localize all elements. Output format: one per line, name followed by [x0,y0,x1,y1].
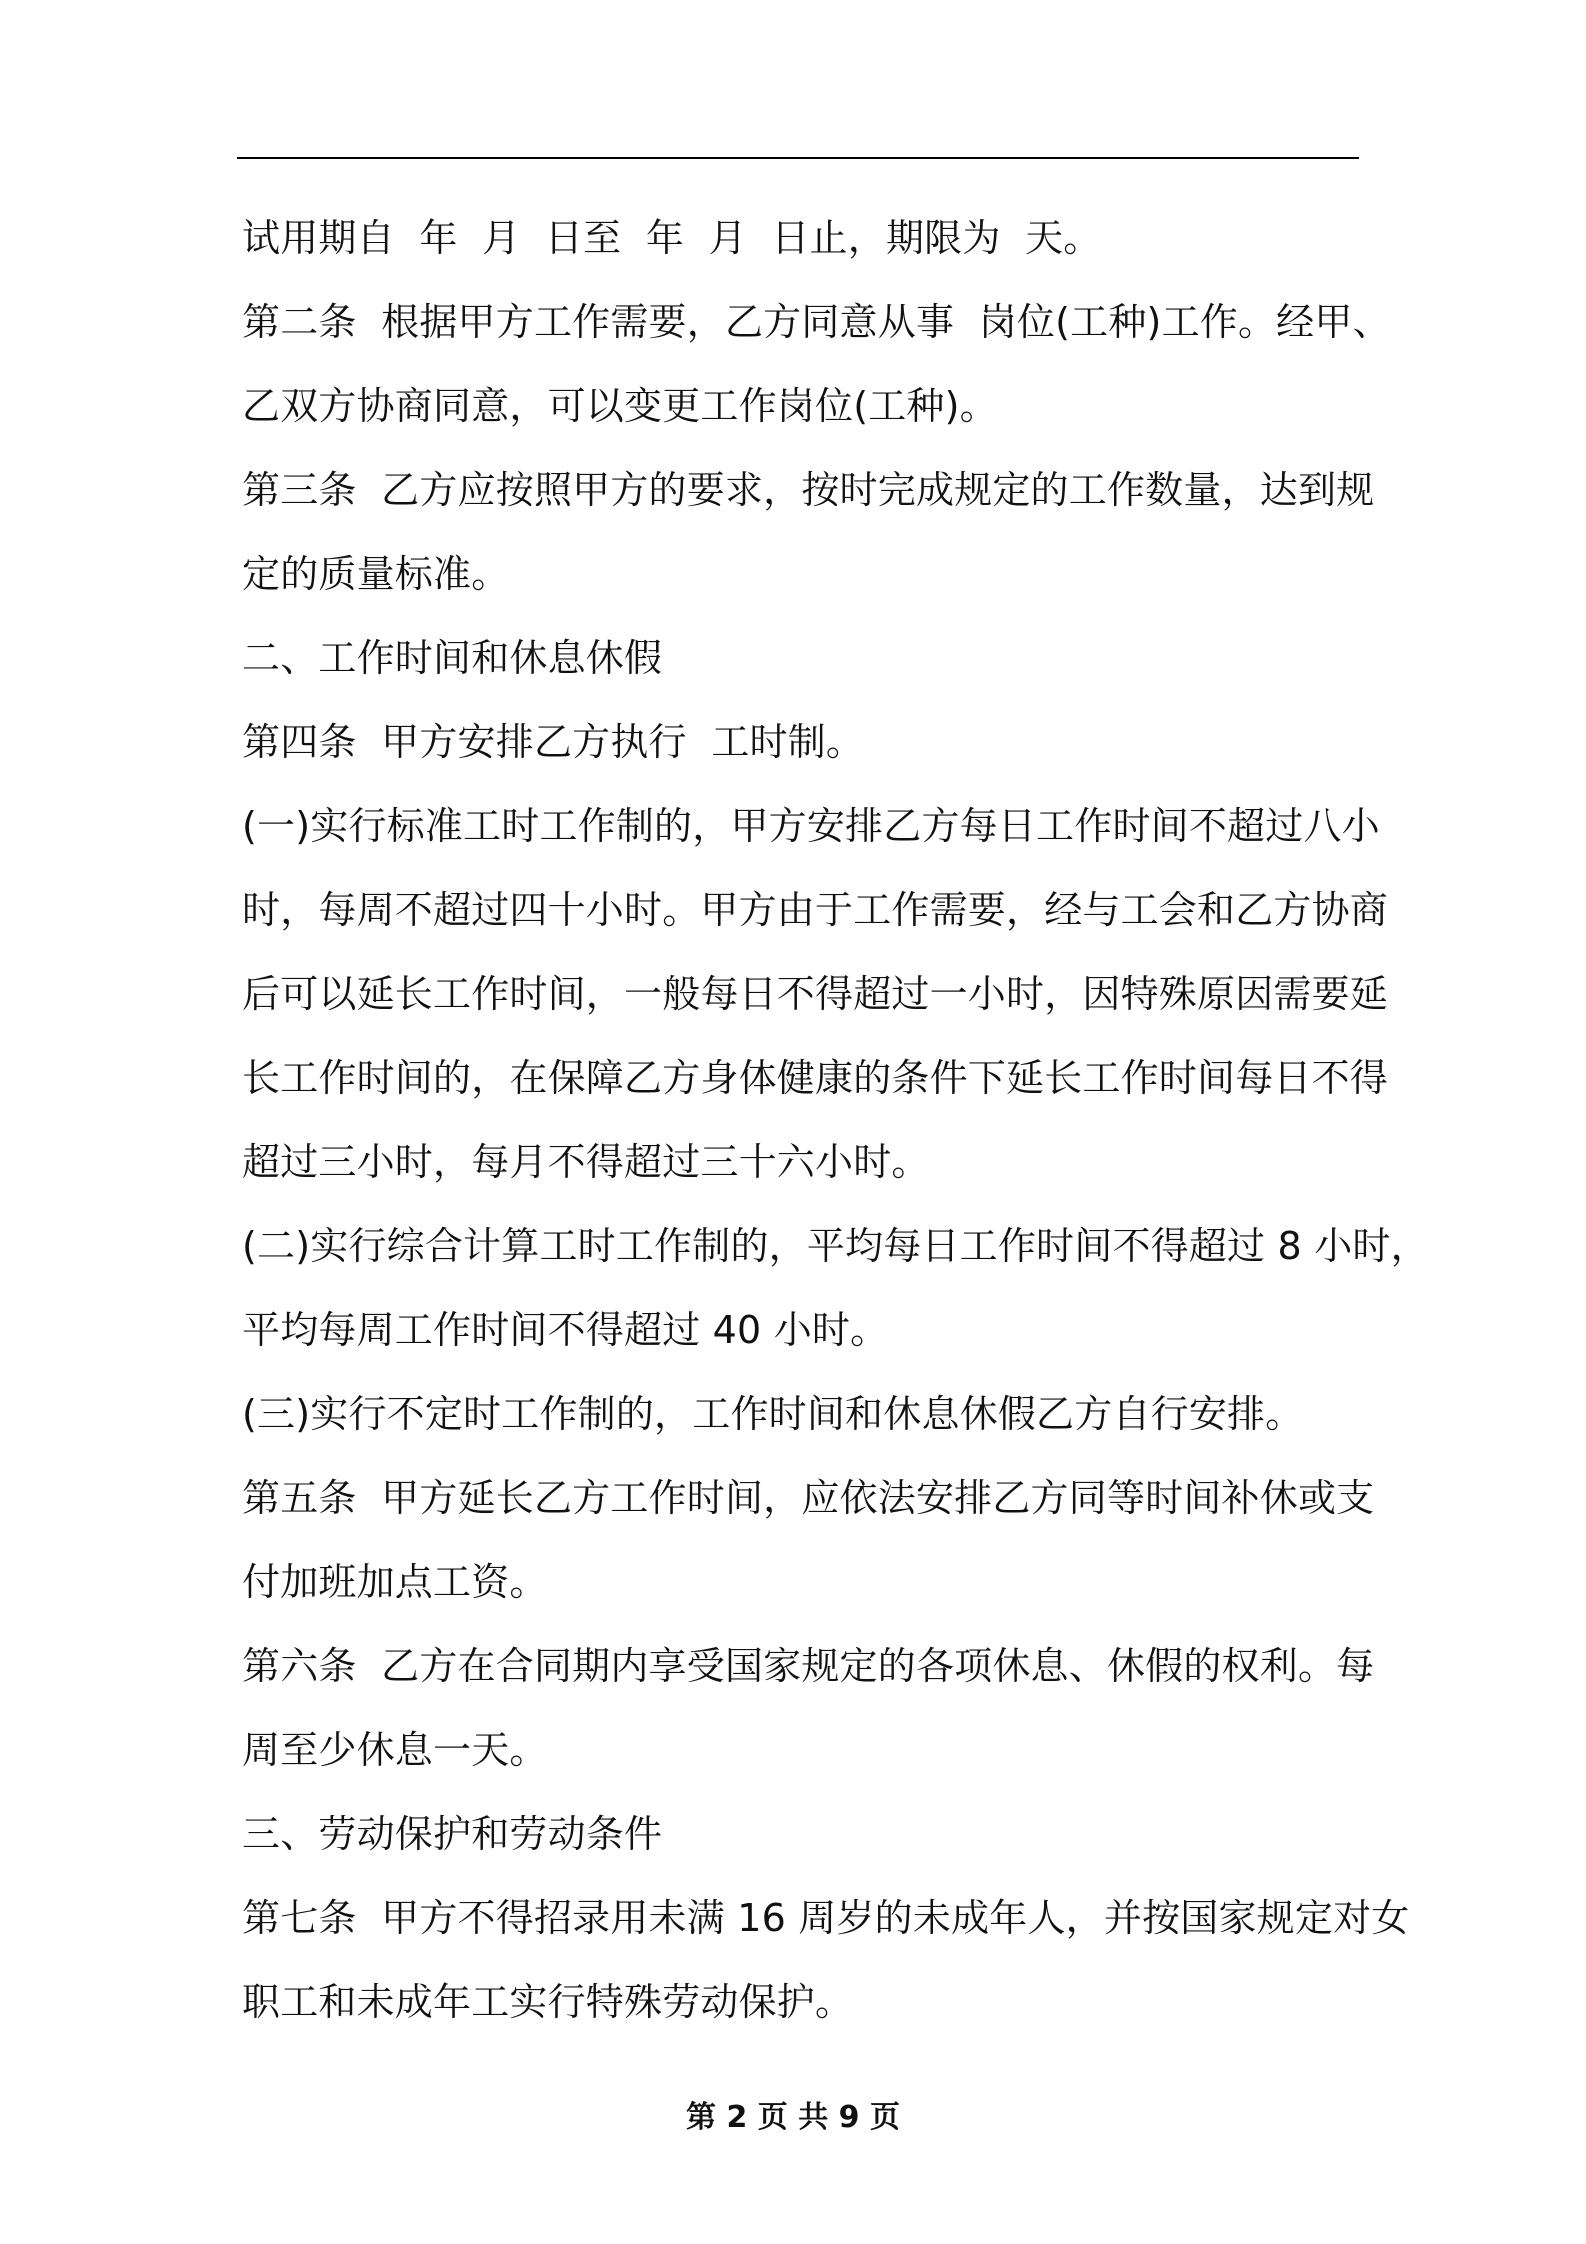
text-line: 职工和未成年工实行特殊劳动保护。 [242,1980,854,2024]
section-heading: 二、工作时间和休息休假 [242,636,663,680]
text-line: (三)实行不定时工作制的，工作时间和休息休假乙方自行安排。 [242,1392,1304,1436]
document-body [242,196,1429,2044]
text-line: 定的质量标准。 [242,552,510,596]
text-line: 第二条 根据甲方工作需要，乙方同意从事 岗位(工种)工作。经甲、 [242,300,1391,344]
text-line: 第四条 甲方安排乙方执行 工时制。 [242,720,865,764]
text-line: 后可以延长工作时间，一般每日不得超过一小时，因特殊原因需要延 [242,972,1389,1016]
text-line: 周至少休息一天。 [242,1728,548,1772]
text-line: 付加班加点工资。 [242,1560,548,1604]
text-line: 第五条 甲方延长乙方工作时间，应依法安排乙方同等时间补休或支 [242,1476,1375,1520]
text-line: (二)实行综合计算工时工作制的，平均每日工作时间不得超过 8 小时， [242,1224,1429,1268]
header-divider [237,157,1359,159]
section-heading: 三、劳动保护和劳动条件 [242,1812,663,1856]
text-line: 平均每周工作时间不得超过 40 小时。 [242,1308,889,1352]
text-line: 时，每周不超过四十小时。甲方由于工作需要，经与工会和乙方协商 [242,888,1389,932]
text-line: 第三条 乙方应按照甲方的要求，按时完成规定的工作数量，达到规 [242,468,1375,512]
text-line: 乙双方协商同意，可以变更工作岗位(工种)。 [242,384,998,428]
text-line: 第七条 甲方不得招录用未满 16 周岁的未成年人，并按国家规定对女 [242,1896,1410,1940]
text-line: (一)实行标准工时工作制的，甲方安排乙方每日工作时间不超过八小 [242,804,1380,848]
text-line: 超过三小时，每月不得超过三十六小时。 [242,1140,930,1184]
page-number: 第 2 页 共 9 页 [686,2100,900,2135]
text-line: 试用期自 年 月 日至 年 月 日止，期限为 天。 [242,216,1102,260]
text-line: 第六条 乙方在合同期内享受国家规定的各项休息、休假的权利。每 [242,1644,1375,1688]
text-line: 长工作时间的，在保障乙方身体健康的条件下延长工作时间每日不得 [242,1056,1389,1100]
